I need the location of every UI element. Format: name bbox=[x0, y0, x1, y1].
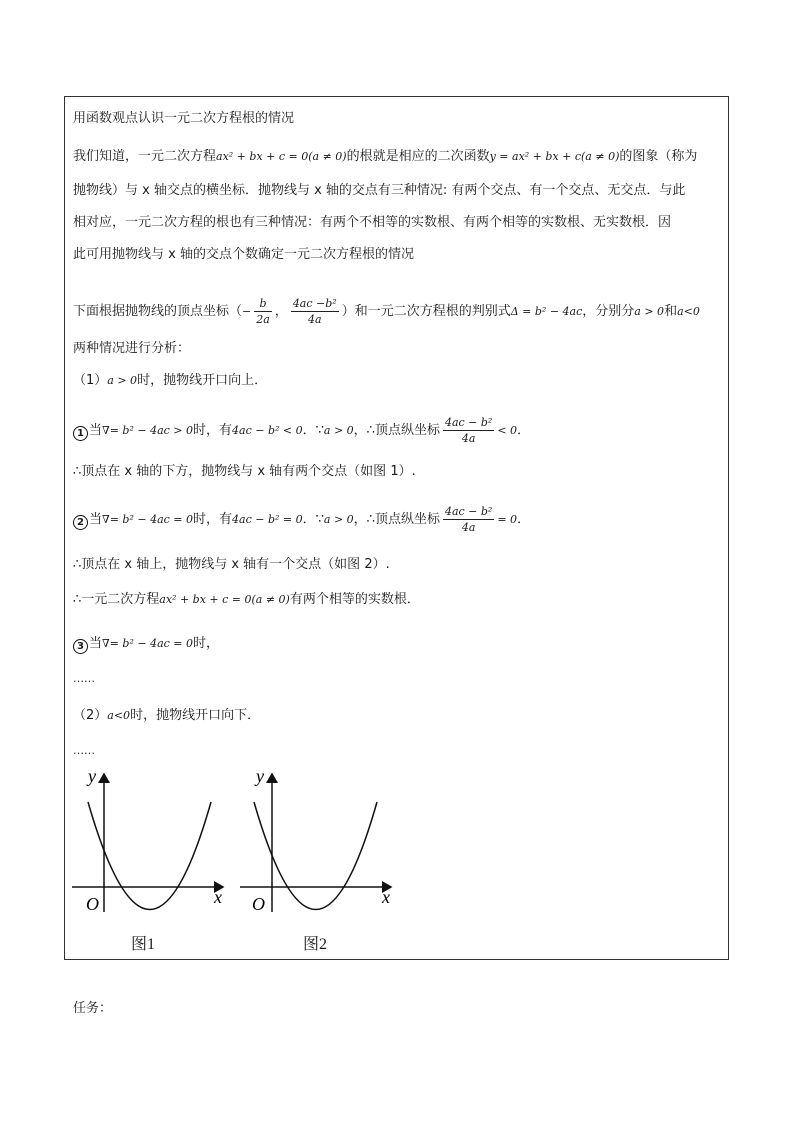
circled-number: 2 bbox=[73, 515, 88, 530]
equation: ax² + bx + c = 0(a ≠ 0) bbox=[159, 593, 290, 606]
text: ，∴顶点纵坐标 bbox=[353, 512, 440, 527]
section-title bbox=[73, 110, 294, 128]
x-label: x bbox=[382, 887, 390, 907]
text: （1） bbox=[73, 373, 108, 388]
step-2 bbox=[73, 494, 530, 546]
text: ，∴顶点纵坐标 bbox=[353, 423, 440, 438]
text: ∴顶点在 x 轴上，抛物线与 x 轴有一个交点（如图 2）. bbox=[73, 557, 390, 572]
y-label: y bbox=[256, 766, 264, 786]
title-text: 用函数观点认识一元二次方程根的情况 bbox=[73, 111, 295, 126]
formula: ∇= b² − 4ac > 0 bbox=[102, 424, 193, 437]
numerator: 4ac − b² bbox=[444, 505, 493, 518]
ellipsis-2 bbox=[73, 742, 95, 760]
formula: < 0 bbox=[497, 424, 518, 437]
formula: a > 0 bbox=[323, 424, 354, 437]
text: ∴一元二次方程 bbox=[73, 592, 160, 607]
denominator: 2a bbox=[256, 313, 270, 326]
formula: 4ac − b² = 0 bbox=[232, 513, 303, 526]
condition: a > 0 bbox=[634, 305, 665, 318]
vertex-line bbox=[73, 280, 700, 344]
text: 相对应，一元二次方程的根也有三种情况：有两个不相等的实数根、有两个相等的实数根、无实数根．因 bbox=[73, 215, 672, 230]
text: ．∵ bbox=[302, 512, 324, 527]
text: ． bbox=[517, 423, 531, 438]
figure-1-graph bbox=[68, 762, 238, 922]
numerator: 4ac − b² bbox=[444, 416, 493, 429]
text: 时，抛物线开口向下． bbox=[130, 708, 261, 723]
step-3 bbox=[73, 635, 219, 654]
step-2-result bbox=[73, 591, 420, 609]
formula: = 0 bbox=[497, 513, 518, 526]
text: （2） bbox=[73, 708, 108, 723]
formula: a > 0 bbox=[323, 513, 354, 526]
discriminant: Δ = b² − 4ac bbox=[510, 305, 583, 318]
paragraph-line-2 bbox=[73, 182, 685, 200]
text: 两种情况进行分析： bbox=[73, 341, 191, 356]
origin-label: O bbox=[252, 894, 265, 914]
text: 的图象（称为 bbox=[619, 149, 698, 164]
case-1-heading bbox=[73, 372, 267, 390]
circled-number: 3 bbox=[73, 639, 88, 654]
vertex-y-fraction bbox=[291, 296, 339, 327]
condition: a<0 bbox=[107, 709, 131, 722]
task-label bbox=[73, 1000, 112, 1018]
text: 时， bbox=[193, 636, 220, 651]
step-1-conclusion bbox=[73, 463, 416, 481]
text: ）和一元二次方程根的判别式 bbox=[341, 304, 511, 319]
numerator: 4ac −b² bbox=[292, 297, 337, 310]
text: 时，抛物线开口向上． bbox=[137, 373, 268, 388]
text: 任务： bbox=[73, 1001, 113, 1016]
x-label: x bbox=[214, 887, 222, 907]
step-2-conclusion bbox=[73, 556, 390, 574]
parabola-curve bbox=[88, 802, 211, 910]
text: 时，有 bbox=[193, 512, 233, 527]
text: 我们知道，一元二次方程 bbox=[73, 149, 217, 164]
ellipsis-1 bbox=[73, 670, 95, 688]
formula: ∇= b² − 4ac = 0 bbox=[102, 513, 193, 526]
text: ，分别分 bbox=[582, 304, 635, 319]
text: …… bbox=[73, 672, 95, 685]
minus-sign: − bbox=[242, 305, 252, 318]
paragraph-line-3 bbox=[73, 214, 671, 232]
denominator: 4a bbox=[461, 521, 476, 534]
figure-2-caption: 图2 bbox=[303, 936, 328, 953]
text: 当 bbox=[89, 423, 103, 438]
vertex-x-fraction bbox=[254, 296, 272, 327]
text: 抛物线）与 x 轴交点的横坐标．抛物线与 x 轴的交点有三种情况: 有两个交点、有一个交点、无交点．与此 bbox=[73, 183, 686, 198]
text: 下面根据抛物线的顶点坐标（ bbox=[73, 304, 243, 319]
denominator: 4a bbox=[307, 313, 322, 326]
text: 此可用抛物线与 x 轴的交点个数确定一元二次方程根的情况 bbox=[73, 247, 414, 262]
vertex-y-fraction bbox=[443, 415, 494, 446]
text: 和 bbox=[664, 304, 678, 319]
text: 当 bbox=[89, 636, 103, 651]
function-formula: y = ax² + bx + c(a ≠ 0) bbox=[489, 150, 620, 163]
equation: ax² + bx + c = 0(a ≠ 0) bbox=[216, 150, 347, 163]
text: 的根就是相应的二次函数 bbox=[346, 149, 490, 164]
text: ． bbox=[517, 512, 531, 527]
formula: ∇= b² − 4ac = 0 bbox=[102, 637, 193, 650]
text: ， bbox=[274, 304, 288, 319]
denominator: 4a bbox=[461, 432, 476, 445]
circled-number: 1 bbox=[73, 426, 88, 441]
text: …… bbox=[73, 744, 95, 757]
origin-label: O bbox=[86, 894, 99, 914]
text: 有两个相等的实数根． bbox=[289, 592, 420, 607]
condition: a<0 bbox=[677, 305, 700, 318]
condition: a > 0 bbox=[107, 374, 138, 387]
text: ∴顶点在 x 轴的下方，抛物线与 x 轴有两个交点（如图 1）. bbox=[73, 464, 416, 479]
text: 时，有 bbox=[193, 423, 233, 438]
paragraph-line-1 bbox=[73, 148, 697, 166]
case-2-heading bbox=[73, 707, 260, 725]
paragraph-line-4 bbox=[73, 246, 414, 264]
text: 当 bbox=[89, 512, 103, 527]
numerator: b bbox=[254, 296, 272, 312]
formula: 4ac − b² < 0 bbox=[232, 424, 303, 437]
figure-1-caption: 图1 bbox=[131, 936, 156, 953]
paragraph-line-6 bbox=[73, 340, 190, 358]
vertex-y-fraction bbox=[443, 504, 494, 535]
step-1 bbox=[73, 405, 530, 457]
figure-2-graph bbox=[236, 762, 406, 922]
text: ．∵ bbox=[302, 423, 324, 438]
y-label: y bbox=[88, 766, 96, 786]
